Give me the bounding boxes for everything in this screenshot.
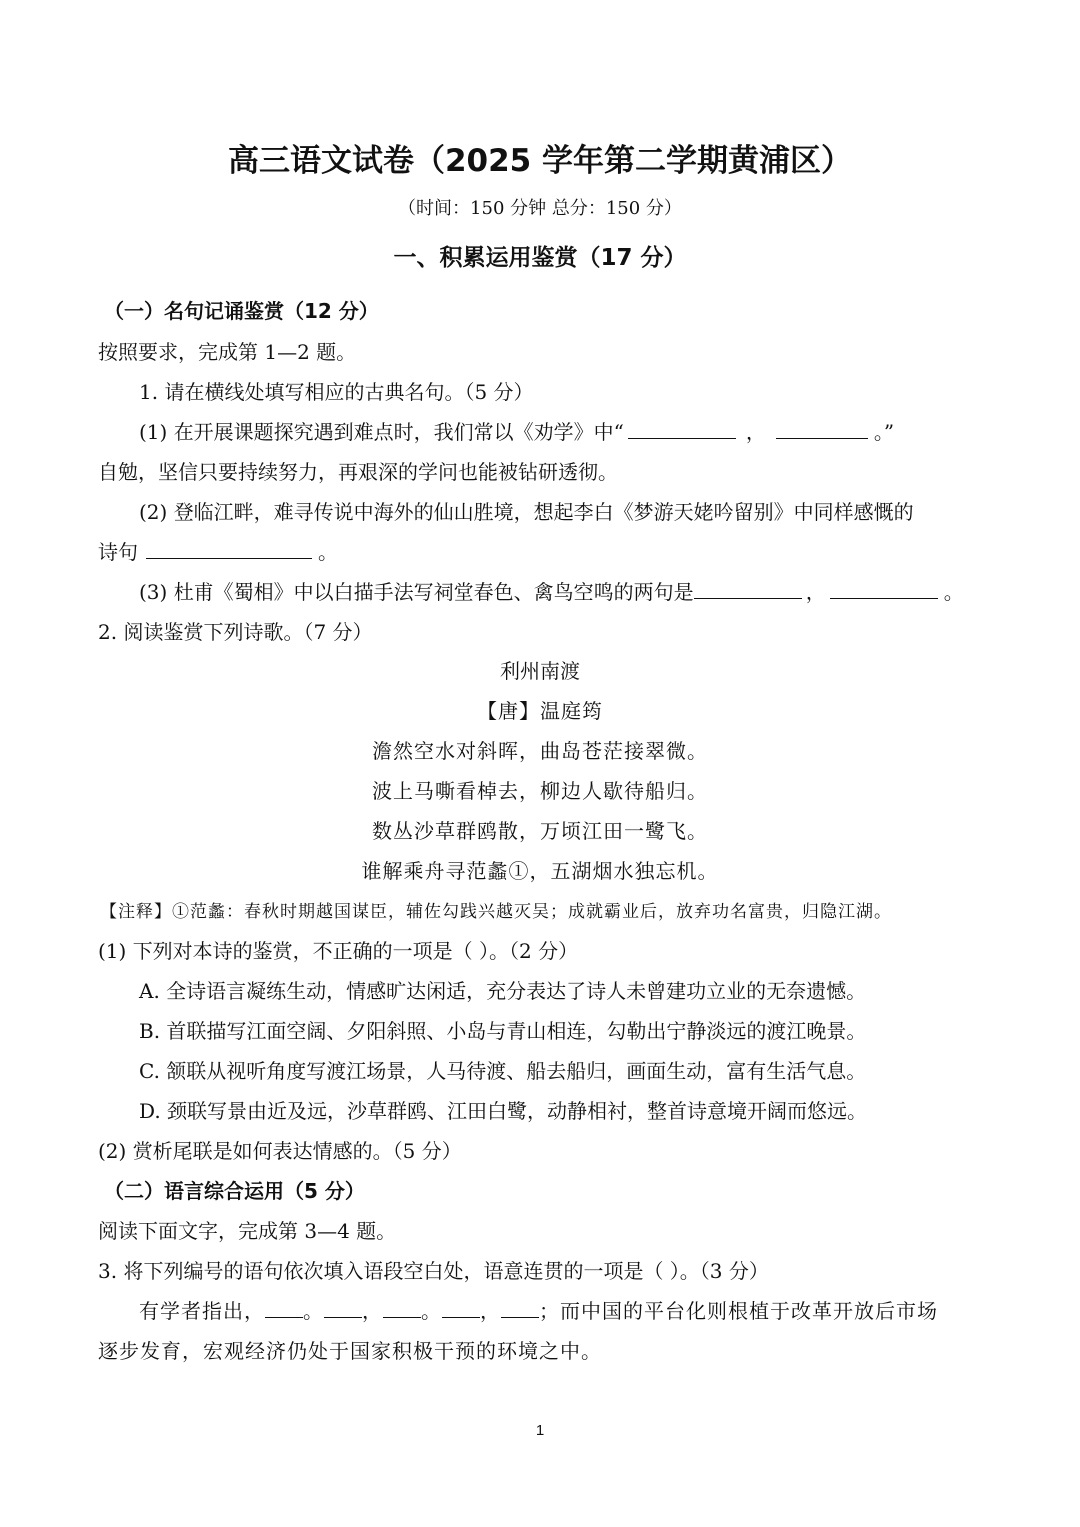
q1-sub1-end: 。” <box>873 420 895 444</box>
q3-sep: ； <box>539 1299 560 1323</box>
answer-blank[interactable] <box>324 1297 362 1318</box>
q3-sep: 。 <box>421 1299 442 1323</box>
option-c: C. 颔联从视听角度写渡江场景，人马待渡、船去船归，画面生动，富有生活气息。 <box>139 1059 867 1083</box>
answer-blank[interactable] <box>776 418 868 439</box>
q1-sub3-end: 。 <box>943 580 964 604</box>
option-d: D. 颈联写景由近及远，沙草群鸥、江田白鹭，动静相衬，整首诗意境开阔而悠远。 <box>139 1099 868 1123</box>
answer-blank[interactable] <box>383 1297 421 1318</box>
part1-heading: （一）名句记诵鉴赏（12 分） <box>104 299 379 323</box>
q1-sub1 <box>139 417 894 447</box>
page-number: 1 <box>535 1422 545 1439</box>
q1-sub2-prefix: 诗句 <box>98 540 138 564</box>
answer-blank[interactable] <box>501 1297 539 1318</box>
poem-line: 谁解乘舟寻范蠡①，五湖烟水独忘机。 <box>361 859 719 883</box>
option-a: A. 全诗语言凝练生动，情感旷达闲适，充分表达了诗人未曾建功立业的无奈遗憾。 <box>139 979 867 1003</box>
part1-instruction: 按照要求，完成第 1—2 题。 <box>98 340 357 364</box>
exam-time-info: （时间：150 分钟 总分：150 分） <box>398 198 682 219</box>
q3-paragraph <box>139 1296 938 1326</box>
q1-sub3-sep: ， <box>805 580 826 604</box>
q1-sub2-continued <box>98 537 338 567</box>
page-title: 高三语文试卷（2025 学年第二学期黄浦区） <box>227 143 853 179</box>
q1-sub2: (2) 登临江畔，难寻传说中海外的仙山胜境，想起李白《梦游天姥吟留别》中同样感慨的 <box>139 500 914 524</box>
option-b: B. 首联描写江面空阔、夕阳斜照、小岛与青山相连，勾勒出宁静淡远的渡江晚景。 <box>139 1019 867 1043</box>
q3-stem: 3. 将下列编号的语句依次填入语段空白处，语意连贯的一项是（ ）。（3 分） <box>98 1259 769 1283</box>
q1-sub2-end: 。 <box>318 540 338 564</box>
answer-blank[interactable] <box>830 578 938 599</box>
poem-author: 【唐】温庭筠 <box>477 699 603 723</box>
q3-sep: ， <box>480 1299 501 1323</box>
q2-sub2-stem: (2) 赏析尾联是如何表达情感的。（5 分） <box>98 1139 462 1163</box>
poem-title: 利州南渡 <box>500 659 580 683</box>
q3-sep: 。 <box>303 1299 324 1323</box>
q3-paragraph-continued: 逐步发育，宏观经济仍处于国家积极干预的环境之中。 <box>98 1339 602 1363</box>
poem-line: 波上马嘶看棹去，柳边人歇待船归。 <box>372 779 708 803</box>
part2-heading: （二）语言综合运用（5 分） <box>104 1179 365 1203</box>
q1-sub3 <box>139 577 964 607</box>
section-heading: 一、积累运用鉴赏（17 分） <box>393 245 687 271</box>
answer-blank[interactable] <box>146 538 312 559</box>
part2-instruction: 阅读下面文字，完成第 3—4 题。 <box>98 1219 397 1243</box>
q2-stem: 2. 阅读鉴赏下列诗歌。（7 分） <box>98 620 373 644</box>
q3-para-start: 有学者指出， <box>139 1299 265 1323</box>
answer-blank[interactable] <box>265 1297 303 1318</box>
q2-sub1-stem: (1) 下列对本诗的鉴赏，不正确的一项是（ ）。（2 分） <box>98 939 579 963</box>
q3-sep: ， <box>362 1299 383 1323</box>
poem-line: 澹然空水对斜晖，曲岛苍茫接翠微。 <box>372 739 708 763</box>
q1-sub1-prefix: (1) 在开展课题探究遇到难点时，我们常以《劝学》中“ <box>139 420 624 444</box>
q3-para-rest: 而中国的平台化则根植于改革开放后市场 <box>560 1299 938 1323</box>
q1-sub1-sep: ， <box>745 420 766 444</box>
q1-sub1-continued: 自勉，坚信只要持续努力，再艰深的学问也能被钻研透彻。 <box>98 460 618 484</box>
answer-blank[interactable] <box>628 418 736 439</box>
poem-note: 【注释】①范蠡：春秋时期越国谋臣，辅佐勾践兴越灭吴；成就霸业后，放弃功名富贵，归隐江湖。 <box>100 902 892 922</box>
q1-stem: 1. 请在横线处填写相应的古典名句。（5 分） <box>139 380 534 404</box>
q1-sub3-prefix: (3) 杜甫《蜀相》中以白描手法写祠堂春色、禽鸟空鸣的两句是 <box>139 580 694 604</box>
answer-blank[interactable] <box>694 578 802 599</box>
poem-line: 数丛沙草群鸥散，万顷江田一鹭飞。 <box>372 819 708 843</box>
answer-blank[interactable] <box>442 1297 480 1318</box>
